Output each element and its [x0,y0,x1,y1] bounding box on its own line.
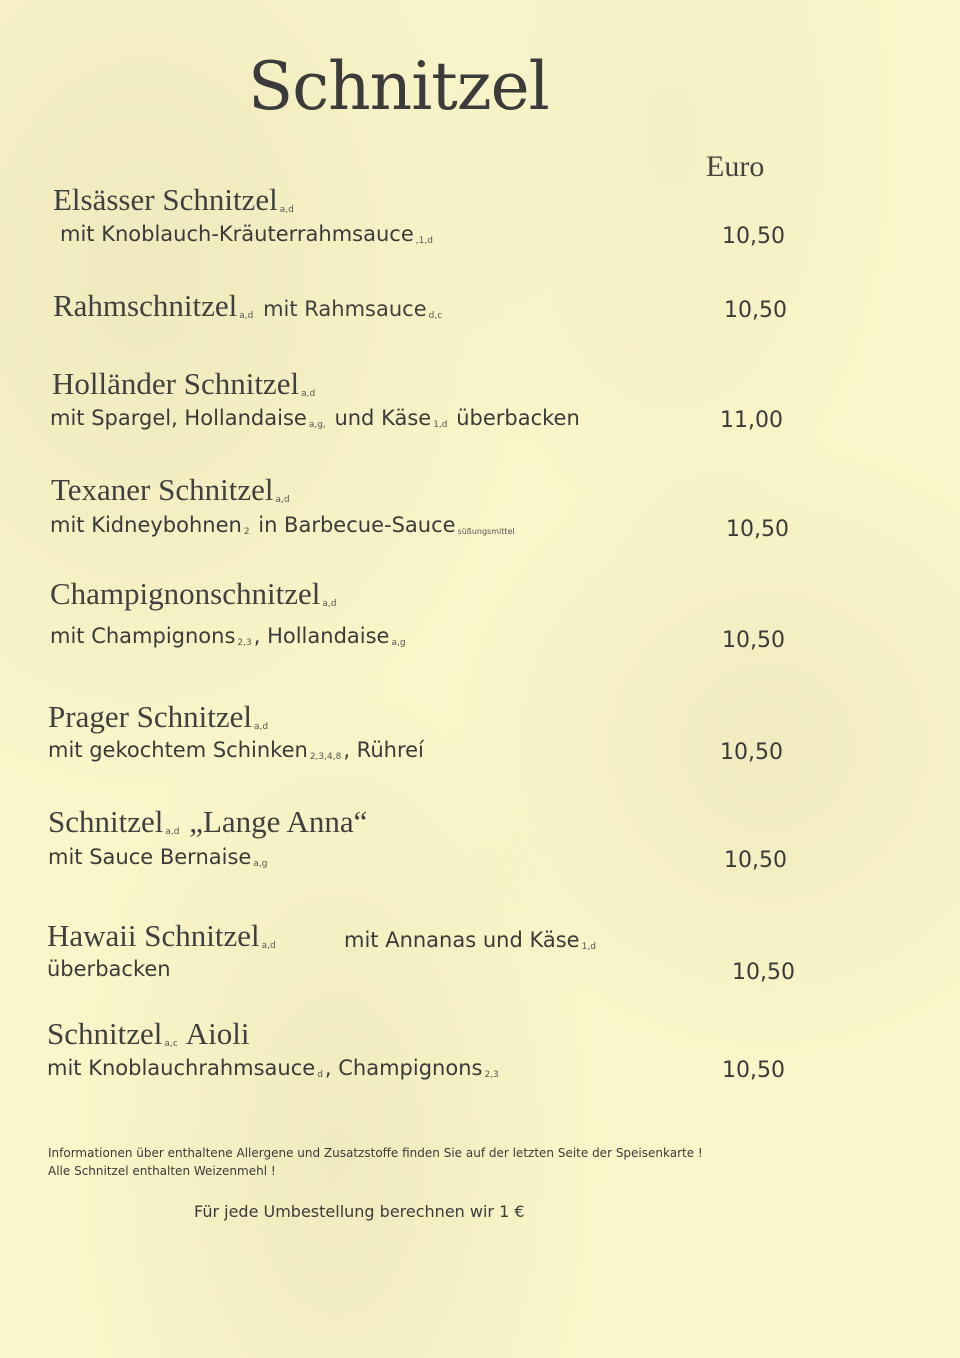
allergen-codes: 2,3,4,8 [309,752,342,762]
dish-price: 10,50 [724,298,787,323]
allergen-codes: a,d [322,599,337,609]
allergen-codes: a,g [253,859,268,869]
dish-description: mit Spargel, Hollandaise $_{a,g,}$ und Käse $_{1,d}$ überbacken [50,406,580,430]
sweetener-note: süßungsmittel [457,527,515,536]
allergen-codes: a,d [165,827,180,837]
change-fee-note: Für jede Umbestellung berechnen wir 1 € [194,1202,525,1221]
allergen-codes: ,1,d [415,236,433,246]
dish-price: 10,50 [722,1058,785,1083]
allergen-codes: a,c [164,1039,178,1049]
allergen-codes: a,d [275,495,290,505]
dish-description-continued: überbacken [47,957,171,981]
dish-name: Prager Schnitzel $_{a,d}$ [48,699,269,734]
allergen-codes: a,d [254,722,269,732]
allergen-codes: 2 [243,527,250,537]
allergen-codes: a,d [301,389,316,399]
dish-name: Schnitzel $_{a,c}$ Aioli [47,1016,250,1051]
dish-name: Rahmschnitzel $_{a,d}$ mit Rahmsauce $_{d,c}$ [53,288,443,323]
dish-price: 10,50 [726,517,789,542]
wheat-flour-note: Alle Schnitzel enthalten Weizenmehl ! [48,1164,276,1178]
dish-description: mit Knoblauchrahmsauce $_d$, Champignons $_{2,3}$ [47,1056,499,1080]
dish-name: Texaner Schnitzel $_{a,d}$ [51,472,290,507]
dish-description: mit Knoblauch-Kräuterrahmsauce $_{,1,d}$ [60,222,433,246]
allergen-codes: 1,d [581,942,596,952]
dish-price: 10,50 [720,740,783,765]
dish-description: mit Sauce Bernaise $_{a,g}$ [48,845,268,869]
allergen-codes: a,g [391,638,406,648]
dish-price: 11,00 [720,408,783,433]
dish-price: 10,50 [732,960,795,985]
dish-name: Elsässer Schnitzel $_{a,d}$ [53,182,294,217]
allergen-codes: 2,3 [237,638,252,648]
allergen-codes: 2,3 [484,1070,499,1080]
dish-description: mit Annanas und Käse $_{1,d}$ [344,928,596,952]
dish-description: mit Champignons $_{2,3}$, Hollandaise $_{a,g}$ [50,624,406,648]
dish-name: Schnitzel $_{a,d}$ „Lange Anna“ [48,804,368,839]
allergen-info-note: Informationen über enthaltene Allergene und Zusatzstoffe finden Sie auf der letzten Seite der Speisenkarte ! [48,1146,703,1160]
currency-header: Euro [706,150,765,183]
allergen-codes: 1,d [433,420,448,430]
allergen-codes: a,d [239,311,254,321]
dish-price: 10,50 [722,224,785,249]
allergen-codes: d [317,1070,323,1080]
dish-name: Hawaii Schnitzel $_{a,d}$ [47,918,276,953]
dish-description: mit Kidneybohnen $_2$ in Barbecue-Sauce $_{süßungsmittel}$ [50,513,515,537]
allergen-codes: a,d [261,941,276,951]
dish-description: mit gekochtem Schinken $_{2,3,4,8}$, Rühreí [48,738,424,762]
allergen-codes: d,c [428,311,443,321]
allergen-codes: a,g, [308,420,326,430]
dish-price: 10,50 [724,848,787,873]
dish-name: Champignonschnitzel $_{a,d}$ [50,576,337,611]
dish-price: 10,50 [722,628,785,653]
allergen-codes: a,d [279,205,294,215]
page-title: Schnitzel [248,48,549,125]
dish-name: Holländer Schnitzel $_{a,d}$ [52,366,316,401]
dish-description: mit Rahmsauce [263,297,427,321]
